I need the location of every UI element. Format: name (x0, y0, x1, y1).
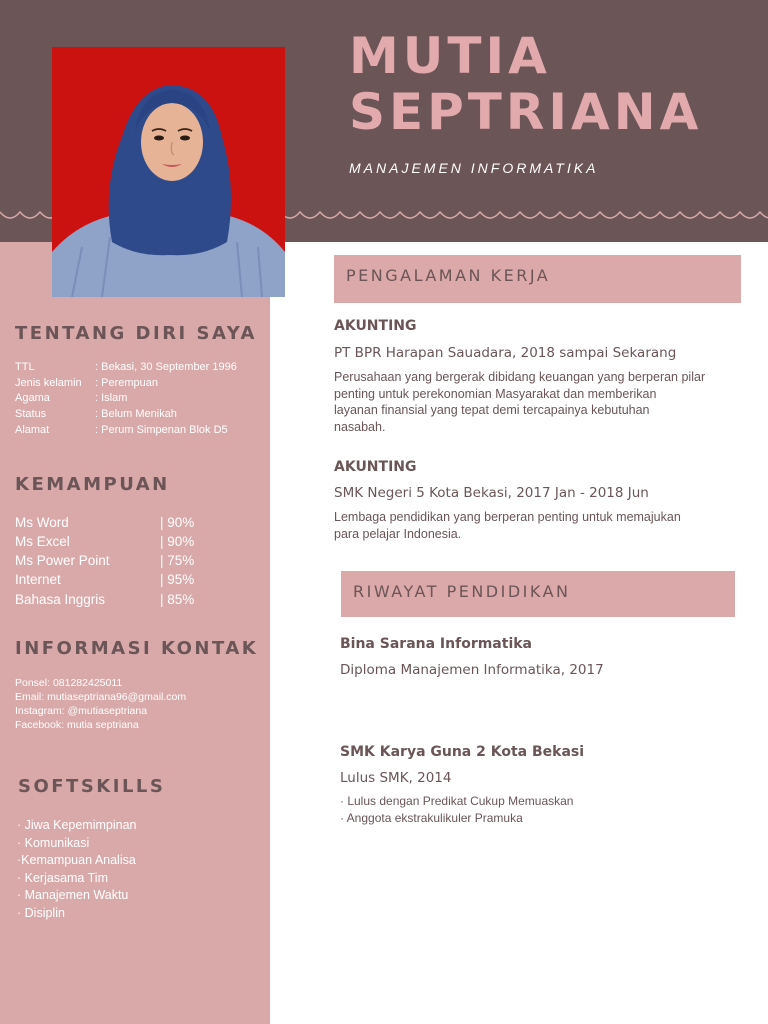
job-title: AKUNTING (334, 318, 417, 334)
skill-row (15, 592, 194, 607)
skill-name: Ms Power Point (15, 553, 110, 568)
skill-name: Internet (15, 572, 61, 587)
school-notes (340, 793, 573, 826)
softskill-item: · Disiplin (17, 906, 65, 920)
school-note: · Anggota ekstrakulikuler Pramuka (340, 810, 523, 825)
skill-row (15, 515, 194, 530)
about-row-address (15, 424, 228, 436)
skill-value: | 95% (160, 572, 195, 587)
profile-photo (52, 47, 285, 297)
job-desc-line: para pelajar Indonesia. (334, 526, 462, 541)
contact-instagram: Instagram: @mutiaseptriana (15, 705, 148, 717)
softskill-item: · Komunikasi (17, 836, 90, 850)
softskill-item: · Manajemen Waktu (17, 888, 129, 902)
contact-title: INFORMASI KONTAK (15, 638, 259, 659)
school-name: Bina Sarana Informatika (340, 636, 533, 652)
about-row-religion (15, 392, 127, 404)
job-desc-line: Perusahaan yang bergerak dibidang keuangan yang berperan pilar (334, 370, 706, 384)
job-desc-line: layanan finansial yang tepat demi tercapainya kebutuhan (334, 403, 650, 417)
job-organization: PT BPR Harapan Sauadara, 2018 sampai Sekarang (334, 345, 677, 361)
about-key: Jenis kelamin (15, 377, 82, 389)
skills-title: KEMAMPUAN (15, 474, 170, 495)
contact-facebook: Facebook: mutia septriana (15, 719, 139, 731)
about-row-status (15, 408, 177, 420)
portrait-illustration (52, 47, 285, 297)
about-key: Agama (15, 392, 50, 404)
skill-value: | 85% (160, 592, 195, 607)
skill-row (15, 553, 194, 568)
job-desc-line: Lembaga pendidikan yang berperan penting untuk memajukan (334, 510, 681, 524)
skill-row (15, 572, 194, 587)
education-title: RIWAYAT PENDIDIKAN (353, 582, 571, 601)
name-heading (349, 28, 702, 140)
skill-name: Ms Excel (15, 534, 70, 549)
education-header (341, 571, 735, 617)
job-description (334, 509, 681, 542)
softskill-item: · Jiwa Kepemimpinan (17, 818, 137, 832)
skill-name: Ms Word (15, 515, 69, 530)
job-description (334, 369, 705, 435)
about-value: : Islam (95, 392, 128, 404)
experience-title: PENGALAMAN KERJA (346, 266, 551, 285)
school-detail: Lulus SMK, 2014 (340, 770, 452, 786)
skill-name: Bahasa Inggris (15, 592, 106, 607)
about-key: TTL (15, 361, 35, 373)
about-key: Status (15, 408, 47, 420)
about-value: : Perum Simpenan Blok D5 (95, 424, 228, 436)
softskill-item: ·Kemampuan Analisa (17, 853, 136, 867)
job-desc-line: nasabah. (334, 419, 386, 434)
about-value: : Belum Menikah (95, 408, 177, 420)
skill-value: | 90% (160, 515, 195, 530)
about-key: Alamat (15, 424, 50, 436)
job-title: AKUNTING (334, 459, 417, 475)
first-name: MUTIA (349, 27, 551, 85)
profession-subtitle: MANAJEMEN INFORMATIKA (349, 160, 599, 176)
skill-value: | 75% (160, 553, 195, 568)
school-detail: Diploma Manajemen Informatika, 2017 (340, 662, 604, 678)
about-title: TENTANG DIRI SAYA (15, 323, 257, 344)
softskills-title: SOFTSKILLS (18, 776, 166, 797)
about-value: : Perempuan (95, 377, 158, 389)
school-note: · Lulus dengan Predikat Cukup Memuaskan (340, 794, 574, 808)
job-organization: SMK Negeri 5 Kota Bekasi, 2017 Jan - 2018 Jun (334, 485, 649, 501)
softskill-item: · Kerjasama Tim (17, 871, 108, 885)
skill-row (15, 534, 194, 549)
school-name: SMK Karya Guna 2 Kota Bekasi (340, 744, 585, 760)
contact-phone: Ponsel: 081282425011 (15, 677, 123, 689)
last-name: SEPTRIANA (349, 83, 703, 141)
about-value: : Bekasi, 30 September 1996 (95, 361, 237, 373)
skill-value: | 90% (160, 534, 195, 549)
about-row-ttl (15, 361, 237, 373)
job-desc-line: penting untuk perekonomian Masyarakat dan memberikan (334, 386, 657, 401)
about-row-gender (15, 377, 158, 389)
contact-email: Email: mutiaseptriana96@gmail.com (15, 691, 187, 703)
experience-header (334, 255, 741, 303)
